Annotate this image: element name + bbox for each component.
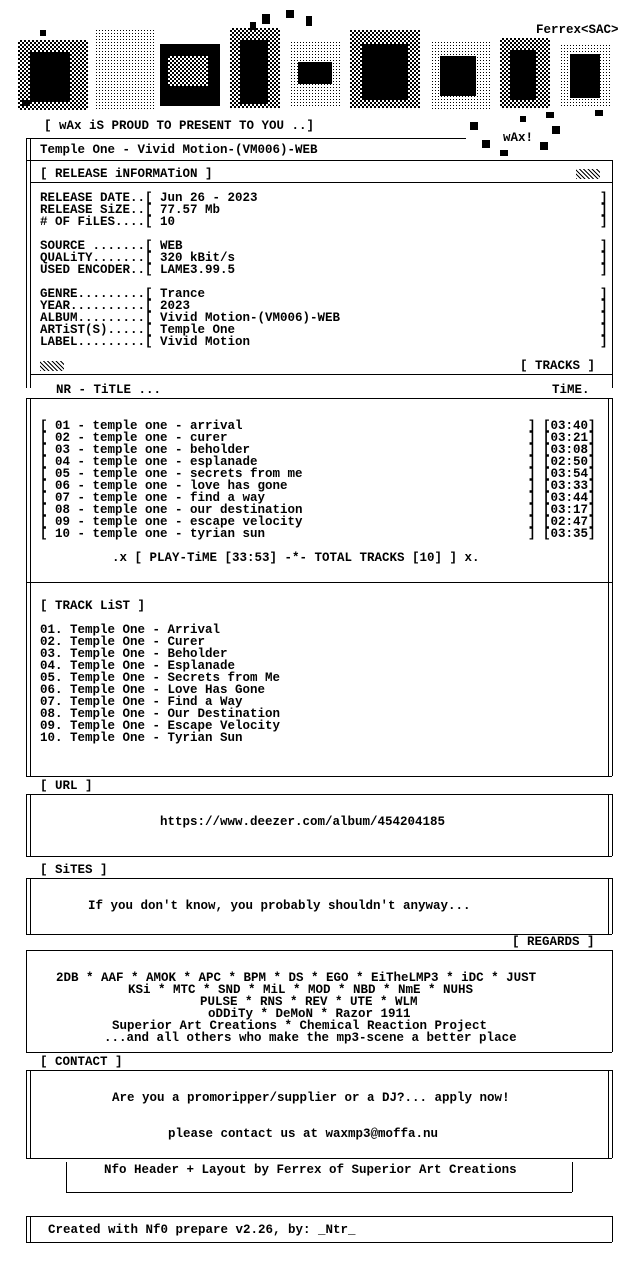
- release-info-label: [ RELEASE iNFORMATiON ]: [40, 167, 213, 181]
- info-row: # OF FiLES....[ 10: [40, 215, 176, 229]
- track-row-left: [ 10 - temple one - tyrian sun: [40, 527, 266, 541]
- group-tag: wAx!: [503, 131, 534, 145]
- tracklist-item: 03. Temple One - Beholder: [40, 647, 228, 661]
- tracklist-item: 07. Temple One - Find a Way: [40, 695, 243, 709]
- tracklist-item: 09. Temple One - Escape Velocity: [40, 719, 281, 733]
- regards-line: oDDiTy * DeMoN * Razor 1911: [208, 1007, 411, 1021]
- tracklist-item: 06. Temple One - Love Has Gone: [40, 683, 266, 697]
- info-row: QUALiTY.......[ 320 kBit/s: [40, 251, 236, 265]
- playtime-summary: .x [ PLAY-TiME [33:53] -*- TOTAL TRACKS [10] ] x.: [112, 551, 480, 565]
- release-title: Temple One - Vivid Motion-(VM006)-WEB: [40, 143, 318, 157]
- album-url-link[interactable]: https://www.deezer.com/album/454204185: [160, 815, 446, 829]
- track-row-time: ] [03:35]: [528, 527, 596, 541]
- track-row-left: [ 07 - temple one - find a way: [40, 491, 266, 505]
- tracklist-label: [ TRACK LiST ]: [40, 599, 146, 613]
- tracklist-item: 05. Temple One - Secrets from Me: [40, 671, 281, 685]
- tracklist-item: 10. Temple One - Tyrian Sun: [40, 731, 243, 745]
- tracklist-item: 04. Temple One - Esplanade: [40, 659, 236, 673]
- info-row: RELEASE DATE..[ Jun 26 - 2023: [40, 191, 258, 205]
- col-title-header: NR - TiTLE ...: [56, 383, 162, 397]
- present-line: [ wAx iS PROUD TO PRESENT TO YOU ..]: [44, 119, 315, 133]
- tracklist-item: 08. Temple One - Our Destination: [40, 707, 281, 721]
- info-row: RELEASE SiZE..[ 77.57 Mb: [40, 203, 221, 217]
- track-row-left: [ 01 - temple one - arrival: [40, 419, 243, 433]
- info-row: USED ENCODER..[ LAME3.99.5: [40, 263, 236, 277]
- tracklist-item: 01. Temple One - Arrival: [40, 623, 221, 637]
- track-row-time: ] [03:54]: [528, 467, 596, 481]
- track-row-left: [ 05 - temple one - secrets from me: [40, 467, 303, 481]
- track-row-time: ] [03:21]: [528, 431, 596, 445]
- sites-label: [ SiTES ]: [40, 863, 108, 877]
- tracks-label: [ TRACKS ]: [520, 359, 596, 373]
- track-row-time: ] [03:08]: [528, 443, 596, 457]
- col-time-header: TiME.: [552, 383, 590, 397]
- layout-credit: Nfo Header + Layout by Ferrex of Superior Art Creations: [104, 1163, 517, 1177]
- regards-label: [ REGARDS ]: [512, 935, 595, 949]
- track-row-left: [ 03 - temple one - beholder: [40, 443, 251, 457]
- track-row-left: [ 04 - temple one - esplanade: [40, 455, 258, 469]
- track-row-time: ] [03:40]: [528, 419, 596, 433]
- info-row: GENRE.........[ Trance: [40, 287, 206, 301]
- contact-line1: Are you a promoripper/supplier or a DJ?... apply now!: [112, 1091, 510, 1105]
- sites-text: If you don't know, you probably shouldn't anyway...: [88, 899, 471, 913]
- track-row-left: [ 06 - temple one - love has gone: [40, 479, 288, 493]
- track-row-time: ] [03:33]: [528, 479, 596, 493]
- track-row-time: ] [02:50]: [528, 455, 596, 469]
- info-row: ARTiST(S).....[ Temple One: [40, 323, 236, 337]
- regards-line: Superior Art Creations * Chemical Reaction Project: [112, 1019, 488, 1033]
- info-row: YEAR..........[ 2023: [40, 299, 191, 313]
- shade-block: [576, 169, 600, 179]
- track-row-time: ] [02:47]: [528, 515, 596, 529]
- info-row: LABEL.........[ Vivid Motion: [40, 335, 251, 349]
- info-row: SOURCE .......[ WEB: [40, 239, 183, 253]
- track-row-time: ] [03:44]: [528, 491, 596, 505]
- track-row-left: [ 09 - temple one - escape velocity: [40, 515, 303, 529]
- track-row-left: [ 08 - temple one - our destination: [40, 503, 303, 517]
- regards-line: 2DB * AAF * AMOK * APC * BPM * DS * EGO * EiTheLMP3 * iDC * JUST: [56, 971, 537, 985]
- ferrex-credit: Ferrex<SAC>: [536, 23, 619, 37]
- bracket-column: ] ] ] ] ] ] ] ] ] ] ]: [600, 191, 608, 349]
- tracklist-item: 02. Temple One - Curer: [40, 635, 206, 649]
- info-row: ALBUM.........[ Vivid Motion-(VM006)-WEB: [40, 311, 341, 325]
- url-label: [ URL ]: [40, 779, 93, 793]
- created-with: Created with Nf0 prepare v2.26, by: _Ntr_: [48, 1223, 356, 1237]
- contact-email[interactable]: please contact us at waxmp3@moffa.nu: [168, 1127, 439, 1141]
- regards-line: ...and all others who make the mp3-scene a better place: [104, 1031, 517, 1045]
- contact-label: [ CONTACT ]: [40, 1055, 123, 1069]
- regards-line: PULSE * RNS * REV * UTE * WLM: [200, 995, 418, 1009]
- regards-line: KSi * MTC * SND * MiL * MOD * NBD * NmE * NUHS: [128, 983, 474, 997]
- track-row-left: [ 02 - temple one - curer: [40, 431, 228, 445]
- track-row-time: ] [03:17]: [528, 503, 596, 517]
- shade-block: [40, 361, 64, 371]
